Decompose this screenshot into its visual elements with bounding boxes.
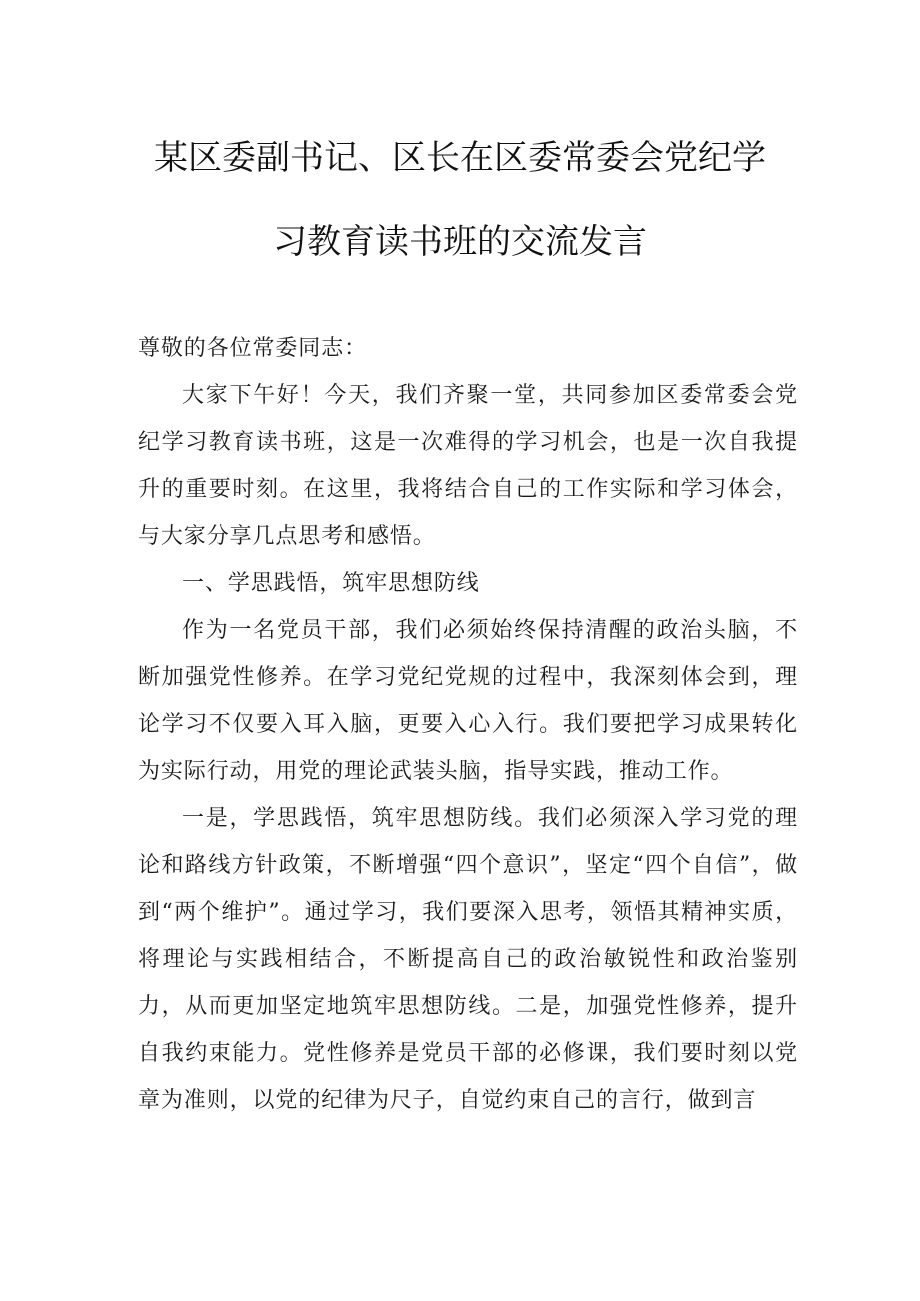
document-body	[138, 325, 798, 1124]
section-heading-1: 一、学思践悟，筑牢思想防线	[182, 571, 480, 596]
paragraph-section-1: 作为一名党员干部，我们必须始终保持清醒的政治头脑，不断加强党性修养。在学习党纪党规的过程中，我深刻体会到，理论学习不仅要入耳入脑，更要入心入行。我们要把学习成果转化为实际行动，用党的理论武装头脑，指导实践，推动工作。	[138, 618, 798, 784]
document-title-line-2: 习教育读书班的交流发言	[273, 222, 647, 262]
document-title-line-1: 某区委副书记、区长在区委常委会党纪学	[154, 138, 766, 178]
paragraph-intro: 大家下午好！今天，我们齐聚一堂，共同参加区委常委会党纪学习教育读书班，这是一次难得的学习机会，也是一次自我提升的重要时刻。在这里，我将结合自己的工作实际和学习体会，与大家分享几点思考和感悟。	[138, 383, 798, 549]
paragraph-points: 一是，学思践悟，筑牢思想防线。我们必须深入学习党的理论和路线方针政策，不断增强“四个意识”，坚定“四个自信”，做到“两个维护”。通过学习，我们要深入思考，领悟其精神实质，将理论与实践相结合，不断提高自己的政治敏锐性和政治鉴别力，从而更加坚定地筑牢思想防线。二是，加强党性修养，提升自我约束能力。党性修养是党员干部的必修课，我们要时刻以党章为准则，以党的纪律为尺子，自觉约束自己的言行，做到言	[138, 806, 798, 1113]
salutation: 尊敬的各位常委同志：	[138, 336, 368, 361]
